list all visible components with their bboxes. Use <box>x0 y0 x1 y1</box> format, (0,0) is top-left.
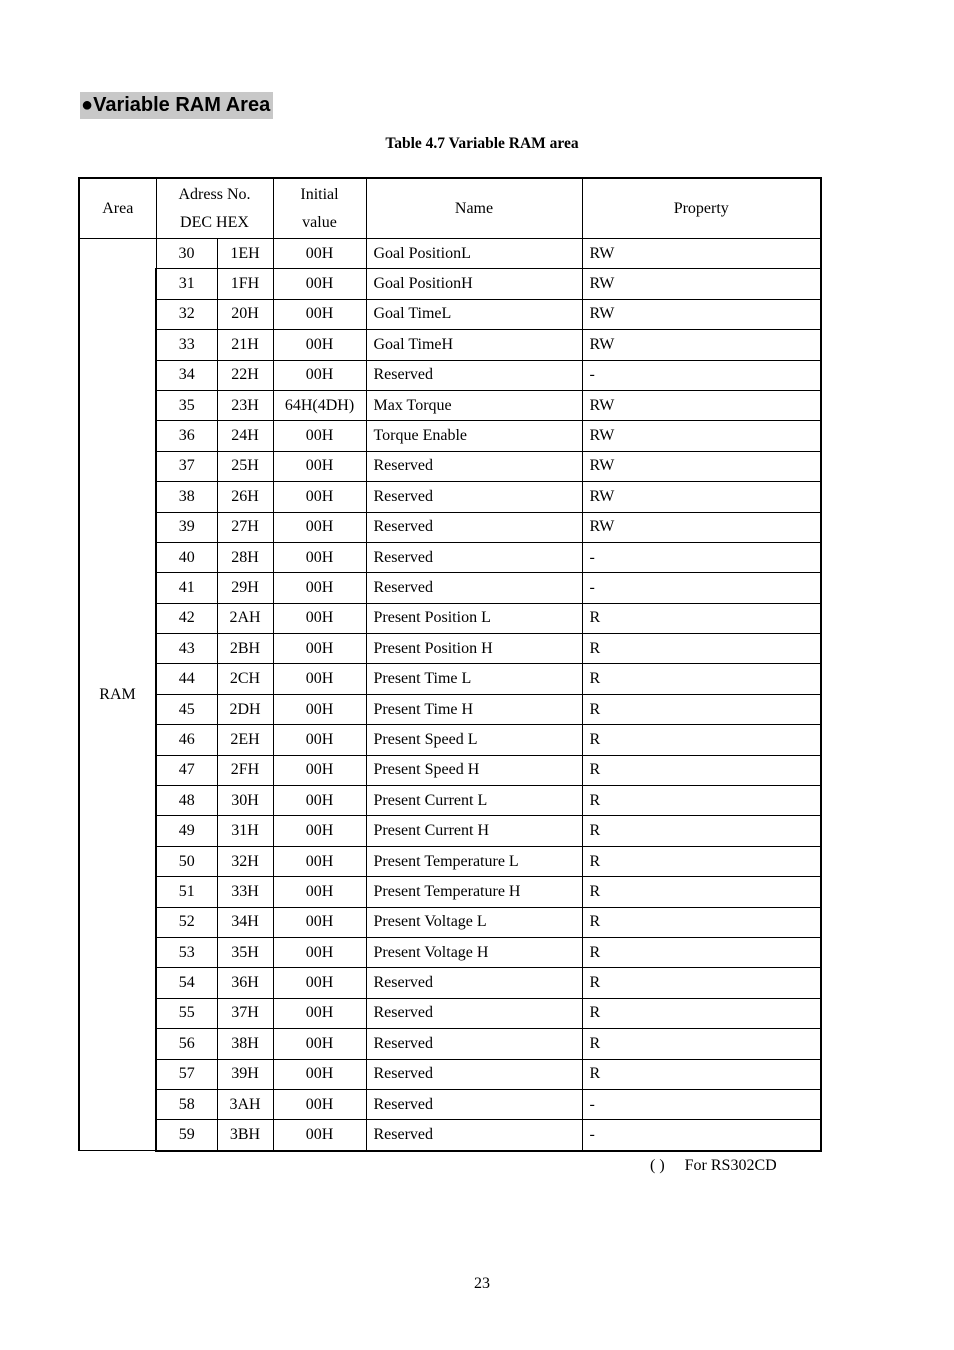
table-row <box>79 998 821 1028</box>
property-cell: RW <box>582 451 821 481</box>
initial-value-cell: 00H <box>273 907 366 937</box>
dec-cell: 30 <box>156 239 217 269</box>
initial-value-cell: 00H <box>273 573 366 603</box>
initial-value-cell: 00H <box>273 786 366 816</box>
name-cell: Goal PositionH <box>366 269 582 299</box>
table-row <box>79 512 821 542</box>
variable-ram-table <box>78 177 822 1152</box>
name-cell: Present Current L <box>366 786 582 816</box>
initial-value-cell: 00H <box>273 542 366 572</box>
table-row <box>79 1059 821 1089</box>
header-address-line1: Adress No. <box>178 185 251 203</box>
initial-value-cell: 00H <box>273 816 366 846</box>
dec-cell: 35 <box>156 390 217 420</box>
name-cell: Reserved <box>366 1120 582 1151</box>
property-cell: R <box>582 968 821 998</box>
table-row <box>79 421 821 451</box>
table-body <box>79 239 821 1151</box>
hex-cell: 31H <box>217 816 273 846</box>
table-row <box>79 968 821 998</box>
name-cell: Present Speed H <box>366 755 582 785</box>
dec-cell: 51 <box>156 877 217 907</box>
dec-cell: 45 <box>156 694 217 724</box>
name-cell: Present Temperature H <box>366 877 582 907</box>
hex-cell: 2EH <box>217 725 273 755</box>
initial-value-cell: 00H <box>273 360 366 390</box>
name-cell: Reserved <box>366 998 582 1028</box>
hex-cell: 34H <box>217 907 273 937</box>
name-cell: Goal TimeL <box>366 299 582 329</box>
name-cell: Goal TimeH <box>366 330 582 360</box>
initial-value-cell: 00H <box>273 846 366 876</box>
table-row <box>79 603 821 633</box>
name-cell: Present Temperature L <box>366 846 582 876</box>
dec-cell: 32 <box>156 299 217 329</box>
name-cell: Reserved <box>366 968 582 998</box>
table-row <box>79 725 821 755</box>
name-cell: Reserved <box>366 1029 582 1059</box>
table-row <box>79 1029 821 1059</box>
hex-cell: 2BH <box>217 634 273 664</box>
initial-value-cell: 00H <box>273 694 366 724</box>
table-row <box>79 664 821 694</box>
name-cell: Reserved <box>366 512 582 542</box>
property-cell: RW <box>582 299 821 329</box>
name-cell: Present Position L <box>366 603 582 633</box>
dec-cell: 44 <box>156 664 217 694</box>
table-row <box>79 937 821 967</box>
header-initial-line2: value <box>302 213 337 231</box>
name-cell: Max Torque <box>366 390 582 420</box>
initial-value-cell: 00H <box>273 482 366 512</box>
initial-value-cell: 00H <box>273 239 366 269</box>
table-row <box>79 451 821 481</box>
initial-value-cell: 00H <box>273 998 366 1028</box>
dec-cell: 54 <box>156 968 217 998</box>
initial-value-cell: 00H <box>273 512 366 542</box>
initial-value-cell: 00H <box>273 755 366 785</box>
header-property: Property <box>582 178 821 239</box>
table-row <box>79 542 821 572</box>
property-cell: R <box>582 937 821 967</box>
table-row <box>79 846 821 876</box>
hex-cell: 39H <box>217 1059 273 1089</box>
hex-cell: 36H <box>217 968 273 998</box>
hex-cell: 21H <box>217 330 273 360</box>
table-row <box>79 1089 821 1119</box>
hex-cell: 2FH <box>217 755 273 785</box>
table-row <box>79 360 821 390</box>
name-cell: Present Time H <box>366 694 582 724</box>
hex-cell: 30H <box>217 786 273 816</box>
dec-cell: 37 <box>156 451 217 481</box>
property-cell: R <box>582 664 821 694</box>
hex-cell: 3BH <box>217 1120 273 1151</box>
property-cell: R <box>582 877 821 907</box>
property-cell: - <box>582 360 821 390</box>
initial-value-cell: 00H <box>273 1059 366 1089</box>
dec-cell: 33 <box>156 330 217 360</box>
table-caption: Table 4.7 Variable RAM area <box>385 135 579 152</box>
name-cell: Present Speed L <box>366 725 582 755</box>
table-row <box>79 907 821 937</box>
table-row <box>79 786 821 816</box>
hex-cell: 1EH <box>217 239 273 269</box>
dec-cell: 39 <box>156 512 217 542</box>
property-cell: R <box>582 725 821 755</box>
table-row <box>79 694 821 724</box>
property-cell: R <box>582 1059 821 1089</box>
dec-cell: 42 <box>156 603 217 633</box>
hex-cell: 22H <box>217 360 273 390</box>
property-cell: - <box>582 1089 821 1119</box>
property-cell: R <box>582 755 821 785</box>
hex-cell: 25H <box>217 451 273 481</box>
dec-cell: 41 <box>156 573 217 603</box>
hex-cell: 20H <box>217 299 273 329</box>
dec-cell: 57 <box>156 1059 217 1089</box>
hex-cell: 29H <box>217 573 273 603</box>
initial-value-cell: 00H <box>273 330 366 360</box>
header-area: Area <box>79 178 156 239</box>
dec-cell: 49 <box>156 816 217 846</box>
property-cell: R <box>582 998 821 1028</box>
name-cell: Torque Enable <box>366 421 582 451</box>
initial-value-cell: 00H <box>273 1029 366 1059</box>
property-cell: R <box>582 816 821 846</box>
header-initial-value <box>273 178 366 239</box>
initial-value-cell: 00H <box>273 725 366 755</box>
name-cell: Present Voltage H <box>366 937 582 967</box>
name-cell: Reserved <box>366 482 582 512</box>
property-cell: R <box>582 786 821 816</box>
page-number: 23 <box>474 1275 490 1292</box>
dec-cell: 48 <box>156 786 217 816</box>
footnote-paren: ( ) <box>650 1157 665 1174</box>
table-row <box>79 239 821 269</box>
hex-cell: 2DH <box>217 694 273 724</box>
table-row <box>79 482 821 512</box>
hex-cell: 27H <box>217 512 273 542</box>
table-row <box>79 269 821 299</box>
hex-cell: 24H <box>217 421 273 451</box>
initial-value-cell: 00H <box>273 603 366 633</box>
hex-cell: 2CH <box>217 664 273 694</box>
table-row <box>79 573 821 603</box>
section-heading: ●Variable RAM Area <box>80 92 273 119</box>
property-cell: - <box>582 542 821 572</box>
dec-cell: 58 <box>156 1089 217 1119</box>
property-cell: RW <box>582 269 821 299</box>
initial-value-cell: 00H <box>273 269 366 299</box>
name-cell: Reserved <box>366 451 582 481</box>
name-cell: Present Position H <box>366 634 582 664</box>
table-row <box>79 816 821 846</box>
table-row <box>79 1120 821 1151</box>
property-cell: RW <box>582 330 821 360</box>
hex-cell: 26H <box>217 482 273 512</box>
name-cell: Reserved <box>366 1089 582 1119</box>
initial-value-cell: 00H <box>273 421 366 451</box>
hex-cell: 35H <box>217 937 273 967</box>
property-cell: RW <box>582 512 821 542</box>
hex-cell: 37H <box>217 998 273 1028</box>
hex-cell: 1FH <box>217 269 273 299</box>
initial-value-cell: 00H <box>273 634 366 664</box>
initial-value-cell: 00H <box>273 664 366 694</box>
table-row <box>79 755 821 785</box>
property-cell: - <box>582 1120 821 1151</box>
hex-cell: 38H <box>217 1029 273 1059</box>
dec-cell: 38 <box>156 482 217 512</box>
header-initial-line1: Initial <box>300 185 339 203</box>
name-cell: Reserved <box>366 573 582 603</box>
footnote <box>650 1156 777 1176</box>
dec-cell: 31 <box>156 269 217 299</box>
table-row <box>79 634 821 664</box>
dec-cell: 50 <box>156 846 217 876</box>
property-cell: R <box>582 603 821 633</box>
dec-cell: 47 <box>156 755 217 785</box>
hex-cell: 23H <box>217 390 273 420</box>
dec-cell: 55 <box>156 998 217 1028</box>
property-cell: R <box>582 634 821 664</box>
hex-cell: 2AH <box>217 603 273 633</box>
hex-cell: 28H <box>217 542 273 572</box>
initial-value-cell: 64H(4DH) <box>273 390 366 420</box>
hex-cell: 3AH <box>217 1089 273 1119</box>
footnote-text: For RS302CD <box>684 1157 777 1174</box>
table-row <box>79 390 821 420</box>
initial-value-cell: 00H <box>273 299 366 329</box>
dec-cell: 52 <box>156 907 217 937</box>
header-address <box>156 178 273 239</box>
property-cell: RW <box>582 482 821 512</box>
property-cell: R <box>582 694 821 724</box>
table-header-row <box>79 178 821 239</box>
dec-cell: 53 <box>156 937 217 967</box>
dec-cell: 43 <box>156 634 217 664</box>
dec-cell: 36 <box>156 421 217 451</box>
property-cell: RW <box>582 421 821 451</box>
header-name: Name <box>366 178 582 239</box>
property-cell: R <box>582 1029 821 1059</box>
table-row <box>79 299 821 329</box>
initial-value-cell: 00H <box>273 968 366 998</box>
initial-value-cell: 00H <box>273 451 366 481</box>
dec-cell: 40 <box>156 542 217 572</box>
dec-cell: 46 <box>156 725 217 755</box>
initial-value-cell: 00H <box>273 1089 366 1119</box>
dec-cell: 59 <box>156 1120 217 1151</box>
dec-cell: 34 <box>156 360 217 390</box>
hex-cell: 33H <box>217 877 273 907</box>
header-address-line2: DEC HEX <box>180 213 249 231</box>
initial-value-cell: 00H <box>273 937 366 967</box>
name-cell: Present Voltage L <box>366 907 582 937</box>
table-row <box>79 330 821 360</box>
area-cell: RAM <box>79 239 156 1151</box>
initial-value-cell: 00H <box>273 877 366 907</box>
name-cell: Reserved <box>366 360 582 390</box>
name-cell: Present Current H <box>366 816 582 846</box>
property-cell: R <box>582 907 821 937</box>
property-cell: RW <box>582 239 821 269</box>
dec-cell: 56 <box>156 1029 217 1059</box>
property-cell: R <box>582 846 821 876</box>
initial-value-cell: 00H <box>273 1120 366 1151</box>
property-cell: - <box>582 573 821 603</box>
name-cell: Present Time L <box>366 664 582 694</box>
name-cell: Reserved <box>366 1059 582 1089</box>
hex-cell: 32H <box>217 846 273 876</box>
name-cell: Goal PositionL <box>366 239 582 269</box>
name-cell: Reserved <box>366 542 582 572</box>
table-row <box>79 877 821 907</box>
property-cell: RW <box>582 390 821 420</box>
